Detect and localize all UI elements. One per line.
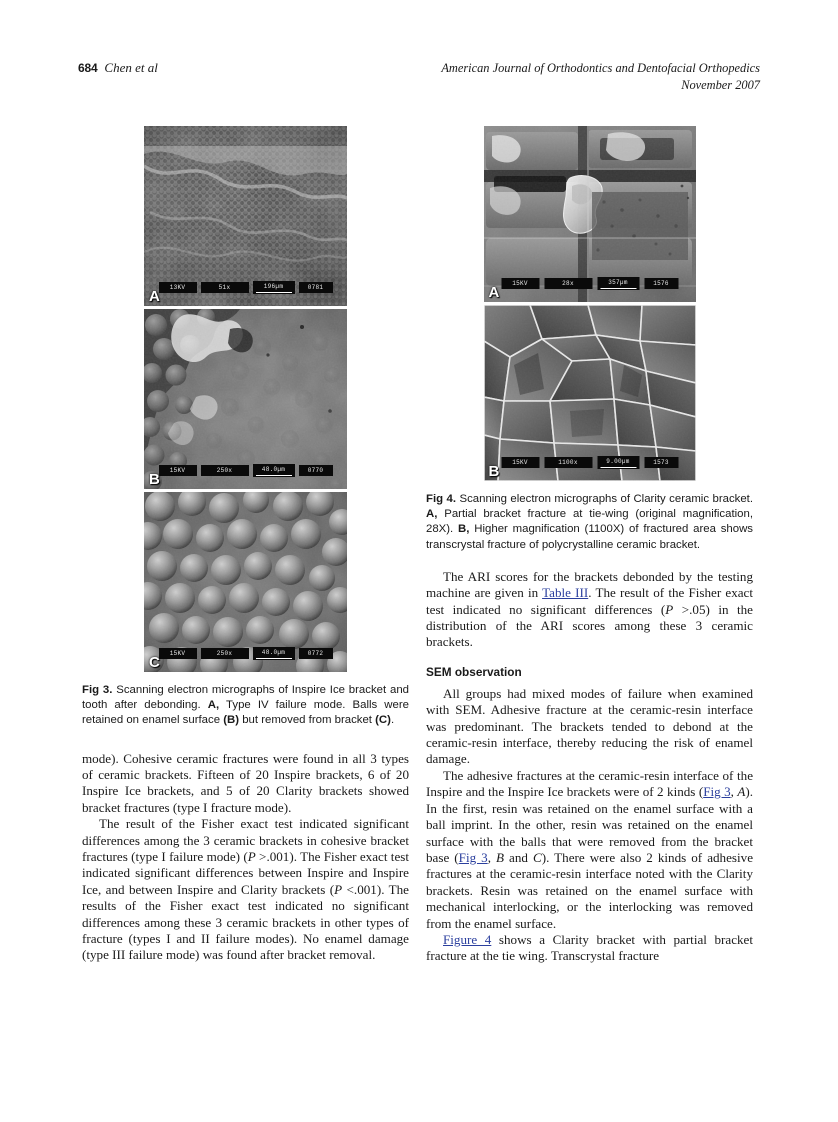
right-p3-seg-1: The adhesive fractures at the ceramic-resin interface of the Inspire and the Inspire Ice brackets were of 2 kinds ( — [426, 767, 753, 800]
right-column — [426, 126, 753, 965]
figure-4-caption-bold-a: A, — [426, 508, 438, 521]
running-head-authors: Chen et al — [104, 60, 158, 75]
left-p2-seg-1: The result of the Fisher exact test indicated significant differences among the 3 ceramic brackets in cohesive bracket fractures (type I failure mode) ( — [82, 816, 409, 865]
left-p2-seg-2: >.001). The Fisher exact test indicated significant differences between Inspire and Inspire Ice, and between Inspire and Clarity brackets ( — [82, 849, 409, 897]
right-p3-seg-5: and — [504, 849, 533, 865]
sem-frame-id: 1573 — [644, 457, 678, 468]
right-p3-seg-3: ). In the first, resin was retained on the enamel surface with a ball imprint. In the other, resin was retained on the enamel surface with the balls that were removed from the bracket base ( — [426, 784, 754, 865]
issue-date: November 2007 — [681, 78, 760, 92]
fig-3-link-2[interactable]: Fig 3 — [458, 849, 488, 865]
figure-3-label: Fig 3. — [82, 684, 113, 696]
right-paragraph-1 — [426, 569, 753, 651]
figure-3-caption-text-3: but removed from bracket — [239, 714, 376, 727]
figure-4 — [426, 126, 753, 553]
right-paragraph-2: All groups had mixed modes of failure when examined with SEM. Adhesive fracture at the ceramic-resin interface was predominant. The brackets tended to debond at the ceramic-resin interface, thereby reducing the risk of enamel damage. — [426, 685, 753, 767]
figure-3-caption-text-4: . — [390, 714, 395, 727]
sem-data-bar — [159, 464, 333, 477]
sem-scale-bar: 196µm — [253, 281, 295, 294]
sem-magnification: 250x — [201, 648, 249, 659]
sem-scale-bar: 357µm — [597, 277, 639, 290]
figure-3-caption-bold-b: (B) — [223, 714, 240, 727]
right-p3-italic-2: B — [496, 849, 505, 865]
figure-4-caption-bold-b: B, — [458, 523, 470, 536]
right-p4-seg-1: shows a Clarity bracket with partial bracket fracture at the tie wing. Transcrystal fracture — [426, 931, 753, 964]
sem-scale-bar: 48.0µm — [253, 464, 295, 477]
sem-magnification: 250x — [201, 465, 249, 476]
sem-voltage: 15KV — [501, 278, 539, 289]
right-paragraph-4 — [426, 932, 753, 965]
sem-voltage: 15KV — [501, 457, 539, 468]
sem-voltage: 15KV — [159, 648, 197, 659]
figure-3-panel-a — [144, 126, 347, 306]
right-paragraph-3 — [426, 768, 753, 932]
figure-3-caption — [82, 683, 409, 729]
panel-letter: A — [488, 284, 500, 301]
panel-letter: C — [149, 654, 160, 671]
sem-frame-id: 0772 — [299, 648, 333, 659]
left-column — [82, 126, 409, 964]
right-column-spacer — [426, 553, 753, 569]
figure-4-label: Fig 4. — [426, 493, 457, 505]
figure-4-caption-text-3: Higher magnification (1100X) of fractured area shows transcrystal fracture of polycrystalline ceramic bracket. — [426, 523, 753, 551]
figure-4-caption-text-1: Scanning electron micrographs of Clarity ceramic bracket. — [456, 493, 753, 505]
right-p3-seg-4: , — [487, 849, 497, 865]
sem-frame-id: 1576 — [644, 278, 678, 289]
right-p1-italic-1: P — [665, 601, 674, 617]
figure-4-caption-text-2: Partial bracket fracture at tie-wing (original magnification, 28X). — [426, 508, 753, 536]
right-p1-seg-3: >.05) in the distribution of the ARI scores among these 3 ceramic brackets. — [426, 601, 753, 650]
sem-data-bar — [159, 647, 333, 660]
running-head-left — [78, 60, 158, 76]
figure-4-panel-b — [484, 305, 696, 481]
panel-letter: B — [149, 471, 160, 488]
left-p2-italic-1: P — [247, 849, 256, 865]
page-number: 684 — [78, 61, 98, 75]
sem-scale-bar: 48.0µm — [253, 647, 295, 660]
sem-frame-id: 0770 — [299, 465, 333, 476]
sem-scale-bar: 9.00µm — [597, 456, 639, 469]
figure-3-caption-bold-a: A, — [207, 699, 220, 712]
sem-voltage: 15KV — [159, 465, 197, 476]
figure-4-panel-a — [484, 126, 696, 302]
running-head-right — [441, 60, 760, 94]
sem-micrograph-balls-on-enamel — [144, 309, 347, 489]
sem-micrograph-clarity-bracket-tie-wing — [484, 126, 696, 302]
right-p3-seg-6: ). There were also 2 kinds of adhesive fractures at the ceramic-resin interface noted with the Clarity brackets. Resin was retained on the enamel surface with mechanical interlocking, or the interlocking was removed from the enamel surface. — [426, 849, 754, 931]
figure-3-caption-text-2: Type IV failure mode. Balls were retained on enamel surface — [82, 699, 409, 727]
sem-frame-id: 0781 — [299, 282, 333, 293]
left-paragraph-1: mode). Cohesive ceramic fractures were found in all 3 types of ceramic brackets. Fifteen of 20 Inspire brackets, 6 of 20 Inspire Ice brackets, and 5 of 20 Clarity brackets showed bracket fractures (type I fracture mode). — [82, 750, 409, 815]
right-p3-italic-3: C — [532, 849, 542, 865]
panel-letter: A — [149, 288, 160, 305]
left-column-spacer — [82, 729, 409, 751]
fig-3-link-1[interactable]: Fig 3 — [703, 784, 731, 800]
right-p1-seg-1: The ARI scores for the brackets debonded by the testing machine are given in — [426, 568, 753, 601]
right-p1-seg-2: . The result of the Fisher exact test indicated no significant differences ( — [426, 585, 754, 617]
table-3-link[interactable]: Table III — [542, 585, 589, 601]
sem-data-bar — [159, 281, 333, 294]
running-head — [78, 60, 760, 100]
figure-3-panel-c — [144, 492, 347, 672]
panel-letter: B — [488, 463, 500, 480]
sem-magnification: 28x — [544, 278, 592, 289]
sem-micrograph-inspire-ice-type4 — [144, 126, 347, 306]
subheading-sem-observation: SEM observation — [426, 664, 522, 679]
figure-3-caption-bold-c: (C) — [375, 714, 391, 727]
left-p2-seg-3: <.001). The results of the Fisher exact test indicated no significant differences among these 3 ceramic brackets in other types of fracture (types I and II failure modes). No enamel damage (type III failure mode) was found after bracket removal. — [82, 881, 409, 963]
left-p2-italic-2: P — [334, 881, 343, 897]
sem-micrograph-balls-removed-from-bracket — [144, 492, 347, 672]
figure-3-panel-b — [144, 309, 347, 489]
figure-3 — [82, 126, 409, 729]
journal-title: American Journal of Orthodontics and Dentofacial Orthopedics — [441, 61, 760, 75]
sem-data-bar — [501, 277, 678, 290]
figure-3-caption-text-1: Scanning electron micrographs of Inspire Ice bracket and tooth after debonding. — [82, 684, 409, 712]
right-p3-seg-2: , — [730, 784, 738, 800]
figure-4-link[interactable]: Figure 4 — [443, 931, 492, 947]
right-p3-italic-1: A — [737, 784, 746, 800]
figure-4-caption — [426, 492, 753, 553]
sem-magnification: 51x — [201, 282, 249, 293]
sem-micrograph-transcrystal-fracture — [484, 305, 696, 481]
sem-data-bar — [501, 456, 678, 469]
sem-voltage: 13KV — [159, 282, 197, 293]
sem-magnification: 1100x — [544, 457, 592, 468]
left-paragraph-2 — [82, 816, 409, 964]
